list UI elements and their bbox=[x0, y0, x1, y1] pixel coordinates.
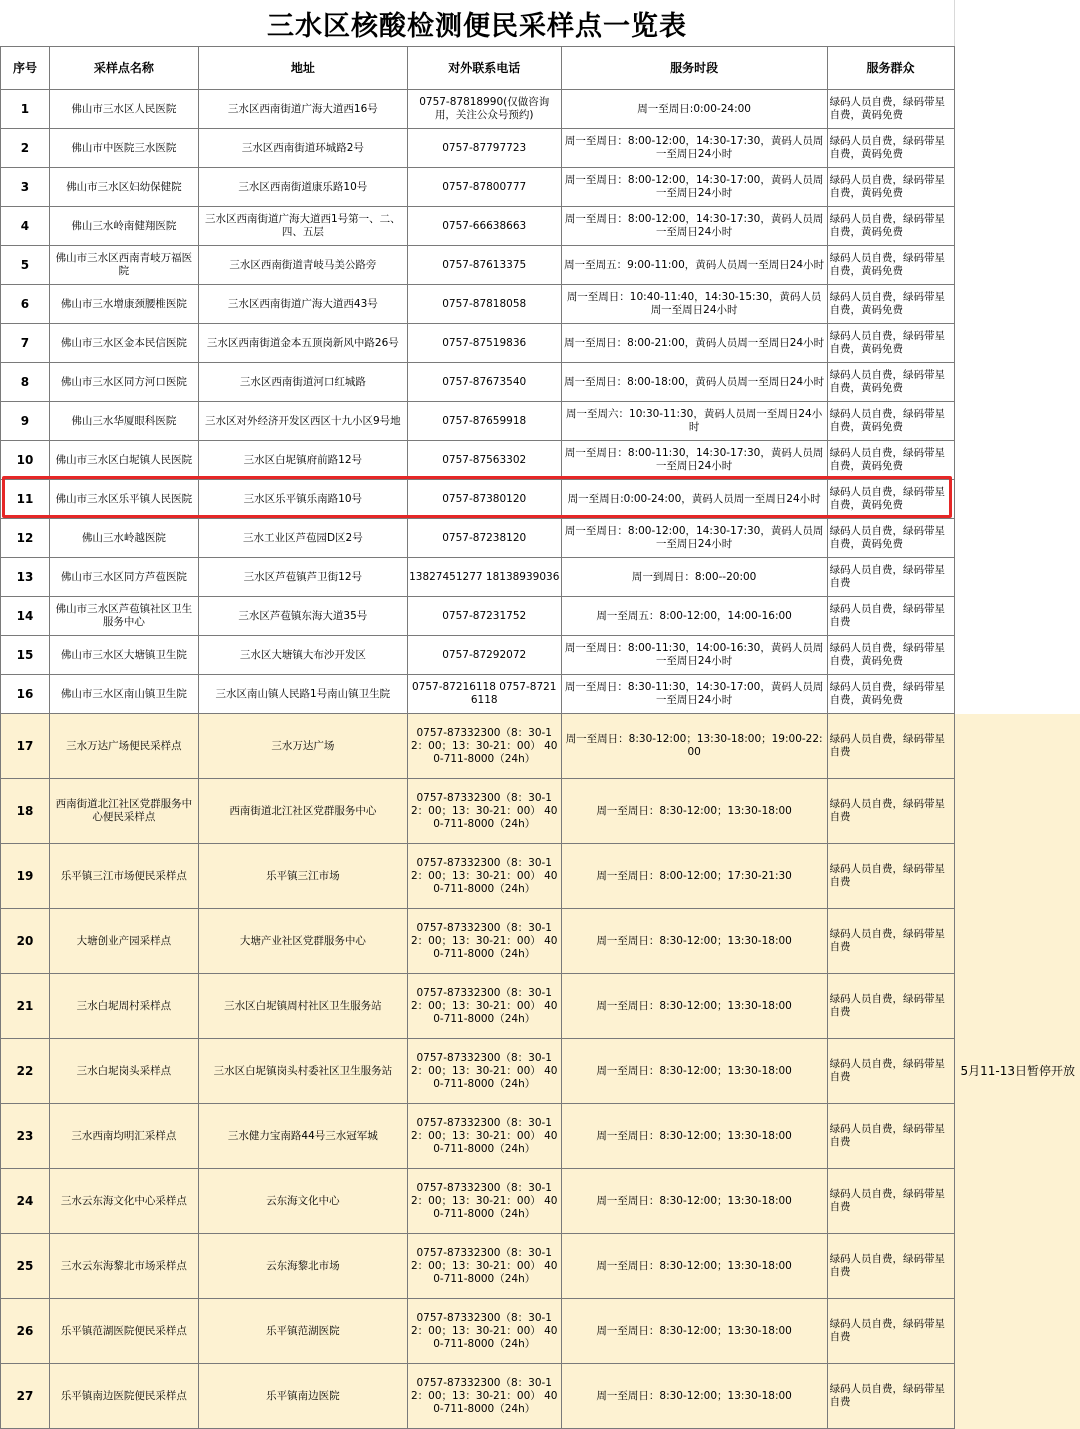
cell-group: 绿码人员自费，绿码带星自费，黄码免费 bbox=[827, 285, 954, 324]
cell-name: 佛山市三水区白坭镇人民医院 bbox=[49, 441, 198, 480]
cell-phone: 0757-87380120 bbox=[407, 480, 561, 519]
cell-hours: 周一至周日：8:00-11:30，14:30-17:30，黄码人员周一至周日24小时 bbox=[561, 441, 827, 480]
cell-phone: 0757-66638663 bbox=[407, 207, 561, 246]
cell-address: 三水区芦苞镇芦卫街12号 bbox=[198, 558, 407, 597]
cell-no: 17 bbox=[1, 714, 50, 779]
table-row bbox=[1, 129, 1080, 168]
cell-no: 19 bbox=[1, 844, 50, 909]
cell-group: 绿码人员自费，绿码带星自费 bbox=[827, 1364, 954, 1429]
cell-address: 三水区西南街道金本五顶岗新风中路26号 bbox=[198, 324, 407, 363]
cell-hours: 周一至周日：8:30-12:00；13:30-18:00 bbox=[561, 909, 827, 974]
cell-phone: 0757-87818058 bbox=[407, 285, 561, 324]
cell-group: 绿码人员自费，绿码带星自费，黄码免费 bbox=[827, 168, 954, 207]
cell-phone: 0757-87332300（8：30-12：00；13：30-21：00） 400-711-8000（24h） bbox=[407, 909, 561, 974]
cell-address: 大塘产业社区党群服务中心 bbox=[198, 909, 407, 974]
cell-hours: 周一至周日：8:00-21:00，黄码人员周一至周日24小时 bbox=[561, 324, 827, 363]
table-row bbox=[1, 168, 1080, 207]
cell-group: 绿码人员自费，绿码带星自费，黄码免费 bbox=[827, 519, 954, 558]
cell-no: 15 bbox=[1, 636, 50, 675]
cell-name: 三水万达广场便民采样点 bbox=[49, 714, 198, 779]
cell-hours: 周一至周日：8:30-11:30，14:30-17:00，黄码人员周一至周日24小时 bbox=[561, 675, 827, 714]
table-row bbox=[1, 1104, 1080, 1169]
cell-no: 22 bbox=[1, 1039, 50, 1104]
cell-address: 三水万达广场 bbox=[198, 714, 407, 779]
cell-name: 佛山市三水增康颈腰椎医院 bbox=[49, 285, 198, 324]
cell-hours: 周一至周日:0:00-24:00 bbox=[561, 90, 827, 129]
cell-address: 三水区南山镇人民路1号南山镇卫生院 bbox=[198, 675, 407, 714]
cell-address: 三水工业区芦苞园D区2号 bbox=[198, 519, 407, 558]
cell-name: 佛山三水岭越医院 bbox=[49, 519, 198, 558]
table-header-row bbox=[1, 47, 1080, 90]
cell-address: 三水区西南街道环城路2号 bbox=[198, 129, 407, 168]
cell-name: 西南街道北江社区党群服务中心便民采样点 bbox=[49, 779, 198, 844]
cell-name: 佛山市三水区乐平镇人民医院 bbox=[49, 480, 198, 519]
cell-phone: 0757-87332300（8：30-12：00；13：30-21：00） 400-711-8000（24h） bbox=[407, 1039, 561, 1104]
cell-group: 绿码人员自费，绿码带星自费，黄码免费 bbox=[827, 441, 954, 480]
table-row bbox=[1, 909, 1080, 974]
blank-cell bbox=[954, 402, 1080, 441]
page-title: 三水区核酸检测便民采样点一览表 bbox=[267, 10, 687, 42]
cell-hours: 周一至周五：9:00-11:00，黄码人员周一至周日24小时 bbox=[561, 246, 827, 285]
cell-hours: 周一至周日：8:00-12:00；17:30-21:30 bbox=[561, 844, 827, 909]
cell-phone: 0757-87238120 bbox=[407, 519, 561, 558]
table-row bbox=[1, 285, 1080, 324]
header-blank bbox=[954, 47, 1080, 90]
cell-group: 绿码人员自费，绿码带星自费，黄码免费 bbox=[827, 324, 954, 363]
cell-address: 乐平镇南边医院 bbox=[198, 1364, 407, 1429]
cell-phone: 0757-87563302 bbox=[407, 441, 561, 480]
blank-cell bbox=[954, 675, 1080, 714]
cell-no: 27 bbox=[1, 1364, 50, 1429]
table-row bbox=[1, 1299, 1080, 1364]
table-row bbox=[1, 1234, 1080, 1299]
cell-no: 26 bbox=[1, 1299, 50, 1364]
cell-no: 14 bbox=[1, 597, 50, 636]
cell-phone: 0757-87332300（8：30-12：00；13：30-21：00） 400-711-8000（24h） bbox=[407, 1169, 561, 1234]
blank-cell bbox=[954, 480, 1080, 519]
cell-address: 三水区西南街道广海大道西16号 bbox=[198, 90, 407, 129]
pause-note: 5月11-13日暂停开放 bbox=[954, 714, 1080, 1429]
cell-group: 绿码人员自费，绿码带星自费，黄码免费 bbox=[827, 402, 954, 441]
cell-address: 三水区西南街道河口红城路 bbox=[198, 363, 407, 402]
cell-name: 三水云东海黎北市场采样点 bbox=[49, 1234, 198, 1299]
cell-name: 佛山三水华厦眼科医院 bbox=[49, 402, 198, 441]
cell-hours: 周一至周日：8:30-12:00；13:30-18:00 bbox=[561, 1039, 827, 1104]
cell-hours: 周一至周日：8:00-12:00，14:30-17:30，黄码人员周一至周日24小时 bbox=[561, 519, 827, 558]
cell-hours: 周一至周日：8:30-12:00；13:30-18:00 bbox=[561, 1104, 827, 1169]
header-group: 服务群众 bbox=[827, 47, 954, 90]
cell-hours: 周一至周日：8:30-12:00；13:30-18:00；19:00-22:00 bbox=[561, 714, 827, 779]
blank-cell bbox=[954, 90, 1080, 129]
cell-group: 绿码人员自费，绿码带星自费 bbox=[827, 1169, 954, 1234]
header-name: 采样点名称 bbox=[49, 47, 198, 90]
cell-hours: 周一至周日：8:30-12:00；13:30-18:00 bbox=[561, 1169, 827, 1234]
cell-group: 绿码人员自费，绿码带星自费 bbox=[827, 558, 954, 597]
cell-name: 佛山市中医院三水医院 bbox=[49, 129, 198, 168]
blank-cell bbox=[954, 558, 1080, 597]
cell-hours: 周一到周日：8:00--20:00 bbox=[561, 558, 827, 597]
cell-group: 绿码人员自费，绿码带星自费 bbox=[827, 1104, 954, 1169]
cell-address: 三水区芦苞镇东海大道35号 bbox=[198, 597, 407, 636]
blank-cell bbox=[954, 285, 1080, 324]
cell-name: 佛山市三水区南山镇卫生院 bbox=[49, 675, 198, 714]
cell-address: 三水区对外经济开发区西区十九小区9号地 bbox=[198, 402, 407, 441]
cell-hours: 周一至周日：8:30-12:00；13:30-18:00 bbox=[561, 1364, 827, 1429]
cell-group: 绿码人员自费，绿码带星自费 bbox=[827, 714, 954, 779]
table-row bbox=[1, 636, 1080, 675]
cell-hours: 周一至周日：8:30-12:00；13:30-18:00 bbox=[561, 1299, 827, 1364]
table-row bbox=[1, 480, 1080, 519]
cell-no: 11 bbox=[1, 480, 50, 519]
cell-group: 绿码人员自费，绿码带星自费，黄码免费 bbox=[827, 129, 954, 168]
table-row bbox=[1, 558, 1080, 597]
cell-phone: 0757-87659918 bbox=[407, 402, 561, 441]
table-row bbox=[1, 519, 1080, 558]
cell-group: 绿码人员自费，绿码带星自费 bbox=[827, 844, 954, 909]
cell-name: 佛山市三水区芦苞镇社区卫生服务中心 bbox=[49, 597, 198, 636]
cell-group: 绿码人员自费，绿码带星自费 bbox=[827, 597, 954, 636]
cell-address: 三水区乐平镇乐南路10号 bbox=[198, 480, 407, 519]
blank-cell bbox=[954, 636, 1080, 675]
blank-cell bbox=[954, 324, 1080, 363]
cell-phone: 0757-87216118 0757-87216118 bbox=[407, 675, 561, 714]
table-row bbox=[1, 675, 1080, 714]
cell-name: 乐平镇三江市场便民采样点 bbox=[49, 844, 198, 909]
cell-name: 乐平镇南边医院便民采样点 bbox=[49, 1364, 198, 1429]
blank-cell bbox=[954, 129, 1080, 168]
cell-no: 23 bbox=[1, 1104, 50, 1169]
cell-phone: 0757-87332300（8：30-12：00；13：30-21：00） 400-711-8000（24h） bbox=[407, 1104, 561, 1169]
table-row bbox=[1, 1364, 1080, 1429]
cell-no: 2 bbox=[1, 129, 50, 168]
cell-phone: 13827451277 18138939036 bbox=[407, 558, 561, 597]
blank-cell bbox=[954, 519, 1080, 558]
cell-address: 三水区西南街道广海大道西43号 bbox=[198, 285, 407, 324]
table-row bbox=[1, 779, 1080, 844]
table-row bbox=[1, 1039, 1080, 1104]
cell-group: 绿码人员自费，绿码带星自费，黄码免费 bbox=[827, 246, 954, 285]
table-row bbox=[1, 402, 1080, 441]
cell-address: 三水区西南街道青岐马美公路旁 bbox=[198, 246, 407, 285]
blank-cell bbox=[954, 597, 1080, 636]
blank-cell bbox=[954, 168, 1080, 207]
cell-no: 3 bbox=[1, 168, 50, 207]
cell-no: 4 bbox=[1, 207, 50, 246]
cell-name: 三水云东海文化中心采样点 bbox=[49, 1169, 198, 1234]
cell-no: 24 bbox=[1, 1169, 50, 1234]
header-hours: 服务时段 bbox=[561, 47, 827, 90]
cell-hours: 周一至周日：10:40-11:40，14:30-15:30，黄码人员周一至周日24小时 bbox=[561, 285, 827, 324]
cell-group: 绿码人员自费，绿码带星自费，黄码免费 bbox=[827, 207, 954, 246]
cell-name: 佛山市三水区人民医院 bbox=[49, 90, 198, 129]
table-row bbox=[1, 363, 1080, 402]
cell-address: 西南街道北江社区党群服务中心 bbox=[198, 779, 407, 844]
table-row bbox=[1, 974, 1080, 1039]
cell-address: 三水区白坭镇岗头村委社区卫生服务站 bbox=[198, 1039, 407, 1104]
cell-name: 佛山市三水区妇幼保健院 bbox=[49, 168, 198, 207]
cell-no: 9 bbox=[1, 402, 50, 441]
cell-name: 乐平镇范湖医院便民采样点 bbox=[49, 1299, 198, 1364]
title-spacer bbox=[954, 0, 1080, 46]
cell-no: 20 bbox=[1, 909, 50, 974]
table-row bbox=[1, 90, 1080, 129]
cell-name: 三水西南均明汇采样点 bbox=[49, 1104, 198, 1169]
blank-cell bbox=[954, 363, 1080, 402]
cell-hours: 周一至周五：8:00-12:00，14:00-16:00 bbox=[561, 597, 827, 636]
cell-phone: 0757-87332300（8：30-12：00；13：30-21：00） 400-711-8000（24h） bbox=[407, 974, 561, 1039]
table-row bbox=[1, 246, 1080, 285]
table-row bbox=[1, 714, 1080, 779]
blank-cell bbox=[954, 441, 1080, 480]
cell-phone: 0757-87519836 bbox=[407, 324, 561, 363]
cell-address: 云东海文化中心 bbox=[198, 1169, 407, 1234]
cell-phone: 0757-87800777 bbox=[407, 168, 561, 207]
cell-hours: 周一至周日：8:30-12:00；13:30-18:00 bbox=[561, 974, 827, 1039]
cell-group: 绿码人员自费，绿码带星自费，黄码免费 bbox=[827, 363, 954, 402]
table-row bbox=[1, 207, 1080, 246]
cell-phone: 0757-87332300（8：30-12：00；13：30-21：00） 400-711-8000（24h） bbox=[407, 1299, 561, 1364]
cell-phone: 0757-87673540 bbox=[407, 363, 561, 402]
cell-group: 绿码人员自费，绿码带星自费，黄码免费 bbox=[827, 90, 954, 129]
cell-hours: 周一至周日：8:00-12:00，14:30-17:30，黄码人员周一至周日24小时 bbox=[561, 129, 827, 168]
cell-name: 佛山市三水区西南青岐万福医院 bbox=[49, 246, 198, 285]
cell-no: 10 bbox=[1, 441, 50, 480]
cell-group: 绿码人员自费，绿码带星自费 bbox=[827, 1039, 954, 1104]
cell-name: 佛山三水岭南健翔医院 bbox=[49, 207, 198, 246]
cell-hours: 周一至周六：10:30-11:30，黄码人员周一至周日24小时 bbox=[561, 402, 827, 441]
cell-group: 绿码人员自费，绿码带星自费，黄码免费 bbox=[827, 636, 954, 675]
cell-no: 25 bbox=[1, 1234, 50, 1299]
blank-cell bbox=[954, 246, 1080, 285]
table-row bbox=[1, 441, 1080, 480]
cell-no: 6 bbox=[1, 285, 50, 324]
cell-name: 佛山市三水区同方芦苞医院 bbox=[49, 558, 198, 597]
sampling-points-table bbox=[0, 46, 1080, 1429]
cell-hours: 周一至周日:0:00-24:00，黄码人员周一至周日24小时 bbox=[561, 480, 827, 519]
cell-name: 三水白坭岗头采样点 bbox=[49, 1039, 198, 1104]
cell-address: 三水健力宝南路44号三水冠军城 bbox=[198, 1104, 407, 1169]
cell-phone: 0757-87292072 bbox=[407, 636, 561, 675]
cell-phone: 0757-87332300（8：30-12：00；13：30-21：00） 400-711-8000（24h） bbox=[407, 779, 561, 844]
cell-name: 大塘创业产园采样点 bbox=[49, 909, 198, 974]
cell-hours: 周一至周日：8:00-12:00，14:30-17:00，黄码人员周一至周日24小时 bbox=[561, 168, 827, 207]
cell-no: 18 bbox=[1, 779, 50, 844]
cell-group: 绿码人员自费，绿码带星自费，黄码免费 bbox=[827, 675, 954, 714]
cell-no: 1 bbox=[1, 90, 50, 129]
cell-phone: 0757-87613375 bbox=[407, 246, 561, 285]
cell-address: 三水区西南街道康乐路10号 bbox=[198, 168, 407, 207]
cell-name: 三水白坭周村采样点 bbox=[49, 974, 198, 1039]
cell-no: 16 bbox=[1, 675, 50, 714]
cell-no: 12 bbox=[1, 519, 50, 558]
cell-no: 8 bbox=[1, 363, 50, 402]
cell-no: 21 bbox=[1, 974, 50, 1039]
header-address: 地址 bbox=[198, 47, 407, 90]
blank-cell bbox=[954, 207, 1080, 246]
cell-no: 5 bbox=[1, 246, 50, 285]
cell-group: 绿码人员自费，绿码带星自费，黄码免费 bbox=[827, 480, 954, 519]
cell-address: 三水区西南街道广海大道西1号第一、二、四、五层 bbox=[198, 207, 407, 246]
cell-address: 三水区大塘镇大布沙开发区 bbox=[198, 636, 407, 675]
cell-group: 绿码人员自费，绿码带星自费 bbox=[827, 779, 954, 844]
cell-no: 13 bbox=[1, 558, 50, 597]
table-row bbox=[1, 597, 1080, 636]
cell-group: 绿码人员自费，绿码带星自费 bbox=[827, 1234, 954, 1299]
cell-hours: 周一至周日：8:30-12:00；13:30-18:00 bbox=[561, 1234, 827, 1299]
cell-phone: 0757-87332300（8：30-12：00；13：30-21：00） 400-711-8000（24h） bbox=[407, 1364, 561, 1429]
cell-address: 三水区白坭镇府前路12号 bbox=[198, 441, 407, 480]
cell-address: 三水区白坭镇周村社区卫生服务站 bbox=[198, 974, 407, 1039]
cell-name: 佛山市三水区金本民信医院 bbox=[49, 324, 198, 363]
cell-hours: 周一至周日：8:00-11:30，14:00-16:30，黄码人员周一至周日24小时 bbox=[561, 636, 827, 675]
cell-phone: 0757-87818990(仅做咨询用，关注公众号预约) bbox=[407, 90, 561, 129]
cell-phone: 0757-87231752 bbox=[407, 597, 561, 636]
cell-hours: 周一至周日：8:00-12:00，14:30-17:30，黄码人员周一至周日24小时 bbox=[561, 207, 827, 246]
cell-address: 乐平镇范湖医院 bbox=[198, 1299, 407, 1364]
cell-no: 7 bbox=[1, 324, 50, 363]
cell-phone: 0757-87332300（8：30-12：00；13：30-21：00） 400-711-8000（24h） bbox=[407, 1234, 561, 1299]
cell-hours: 周一至周日：8:00-18:00，黄码人员周一至周日24小时 bbox=[561, 363, 827, 402]
table-row bbox=[1, 324, 1080, 363]
cell-address: 乐平镇三江市场 bbox=[198, 844, 407, 909]
cell-phone: 0757-87797723 bbox=[407, 129, 561, 168]
cell-group: 绿码人员自费，绿码带星自费 bbox=[827, 1299, 954, 1364]
header-no: 序号 bbox=[1, 47, 50, 90]
cell-hours: 周一至周日：8:30-12:00；13:30-18:00 bbox=[561, 779, 827, 844]
cell-address: 云东海黎北市场 bbox=[198, 1234, 407, 1299]
header-phone: 对外联系电话 bbox=[407, 47, 561, 90]
cell-group: 绿码人员自费，绿码带星自费 bbox=[827, 974, 954, 1039]
cell-name: 佛山市三水区同方河口医院 bbox=[49, 363, 198, 402]
cell-name: 佛山市三水区大塘镇卫生院 bbox=[49, 636, 198, 675]
cell-phone: 0757-87332300（8：30-12：00；13：30-21：00） 400-711-8000（24h） bbox=[407, 844, 561, 909]
table-row bbox=[1, 844, 1080, 909]
cell-group: 绿码人员自费，绿码带星自费 bbox=[827, 909, 954, 974]
table-row bbox=[1, 1169, 1080, 1234]
cell-phone: 0757-87332300（8：30-12：00；13：30-21：00） 400-711-8000（24h） bbox=[407, 714, 561, 779]
